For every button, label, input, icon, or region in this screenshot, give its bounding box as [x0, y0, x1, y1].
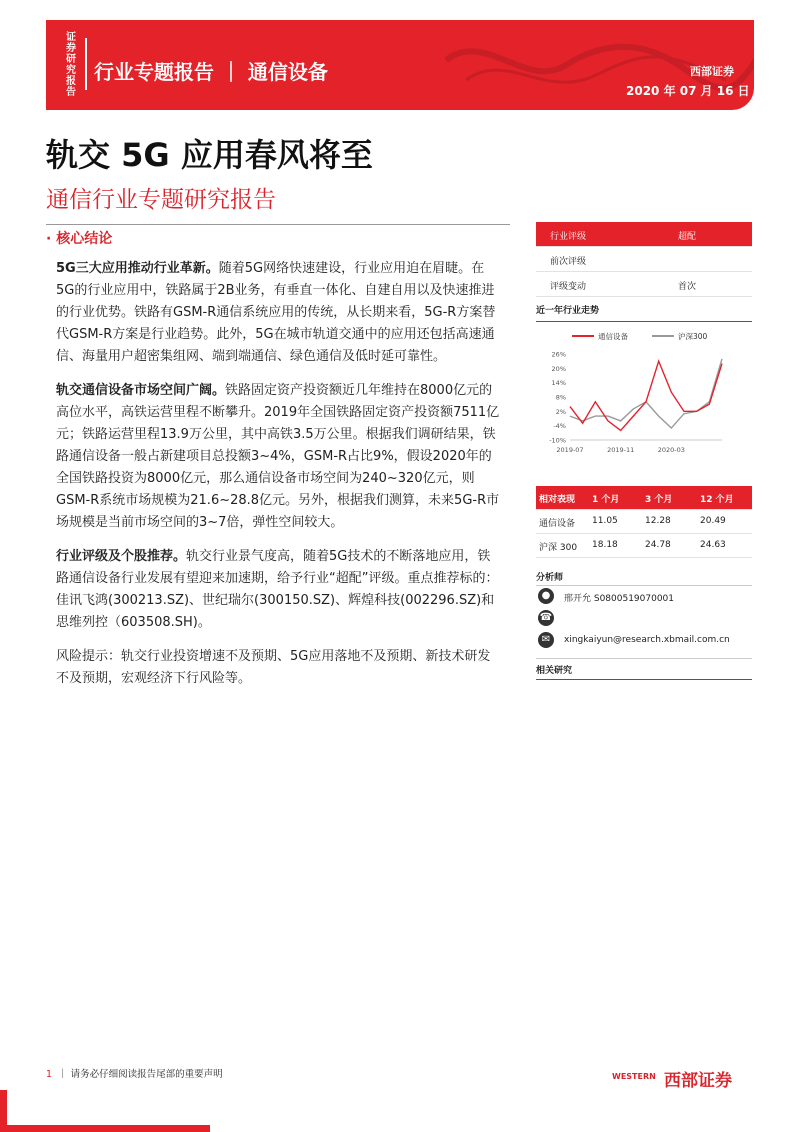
performance-header: [536, 486, 752, 510]
rating-value: 首次: [678, 282, 697, 292]
y-tick-label: 8%: [555, 393, 566, 402]
perf-header-cell: 相对表现: [539, 495, 576, 505]
broker-name: 西部证券: [690, 65, 734, 78]
rating-row: [536, 272, 752, 297]
mail-icon: ✉: [538, 632, 554, 648]
related-research-title: 相关研究: [536, 658, 752, 680]
analyst-email-row: [536, 630, 752, 652]
series-line: [570, 361, 722, 430]
rating-label: 行业评级: [550, 232, 587, 242]
page-title: 轨交 5G 应用春风将至: [46, 136, 373, 174]
paragraph-text: 风险提示：轨交行业投资增速不及预期、5G应用落地不及预期、新技术研发不及预期，宏观经济下行风险等。: [56, 649, 491, 686]
paragraph: [56, 646, 502, 690]
analyst-phone-row: [536, 608, 752, 630]
y-tick-label: 20%: [551, 364, 566, 373]
core-heading: · 核心结论: [46, 231, 113, 247]
footer-disclaimer: 请务必仔细阅读报告尾部的重要声明: [70, 1069, 223, 1080]
rating-label: 前次评级: [550, 257, 587, 267]
y-tick-label: 14%: [551, 379, 566, 388]
y-tick-label: -10%: [549, 436, 566, 445]
perf-cell: 通信设备: [539, 519, 576, 529]
paragraph: [56, 546, 502, 634]
logo-english: WESTERN: [612, 1072, 656, 1081]
performance-table: [536, 486, 752, 558]
paragraph-lead: 行业评级及个股推荐。: [56, 549, 187, 564]
perf-header-cell: 3 个月: [645, 495, 673, 505]
analyst-title: 分析师: [536, 570, 752, 586]
rating-row: [536, 247, 752, 272]
trend-chart: [536, 322, 752, 472]
table-row: [536, 510, 752, 534]
body-text: [56, 258, 502, 702]
y-tick-label: 2%: [555, 407, 566, 416]
core-heading-text: 核心结论: [56, 231, 113, 247]
y-tick-label: -4%: [553, 422, 566, 431]
paragraph-text: 轨交行业景气度高，随着5G技术的不断落地应用，铁路通信设备行业发展有望迎来加速期，给予行业“超配”评级。重点推荐标的：佳讯飞鸿(300213.SZ)、世纪瑞尔(300150.SZ)、辉煌科技(002296.SZ)和思维列控（603508.SH)。: [56, 549, 499, 630]
chart-title: 近一年行业走势: [536, 303, 752, 322]
page-subtitle: 通信行业专题研究报告: [46, 187, 276, 213]
paragraph-text: 随着5G网络快速建设，行业应用迫在眉睫。在5G的行业应用中，铁路属于2B业务，有垂直一体化、自建自用以及快速推进的行业优势。铁路有GSM-R通信系统应用的传统，从长期来看，5G-R方案替代GSM-R方案是行业趋势。此外，5G在城市轨道交通中的应用还包括高速通信、海量用户超密集组网、端到端通信、绿色通信及低时延可靠性。: [56, 261, 496, 364]
analyst-row: [536, 586, 752, 608]
report-type: 行业专题报告 ｜ 通信设备: [94, 60, 328, 84]
person-icon: ●: [538, 588, 554, 604]
paragraph-lead: 轨交通信设备市场空间广阔。: [56, 383, 226, 398]
perf-cell: 20.49: [700, 516, 726, 526]
perf-header-cell: 12 个月: [700, 495, 734, 505]
series-line: [570, 359, 722, 428]
paragraph: [56, 380, 502, 534]
perf-cell: 24.63: [700, 540, 726, 550]
rating-label: 评级变动: [550, 282, 587, 292]
perf-cell: 11.05: [592, 516, 618, 526]
rating-value: 超配: [678, 232, 697, 242]
analyst-name: 邢开允 S0800519070001: [564, 594, 675, 604]
footer: 1 ｜ 请务必仔细阅读报告尾部的重要声明: [46, 1069, 223, 1080]
perf-cell: 24.78: [645, 540, 671, 550]
x-tick-label: 2019-07: [556, 446, 584, 454]
analyst-email[interactable]: xingkaiyun@research.xbmail.com.cn: [564, 635, 730, 645]
legend-label: 沪深300: [678, 332, 708, 341]
y-tick-label: 26%: [551, 350, 566, 359]
x-tick-label: 2020-03: [657, 446, 685, 454]
header-divider: [85, 38, 87, 90]
perf-cell: 18.18: [592, 540, 618, 550]
trend-chart-svg: [536, 322, 752, 472]
rating-row: [536, 222, 752, 247]
paragraph-text: 铁路固定资产投资额近几年维持在8000亿元的高位水平，高铁运营里程不断攀升。2019年全国铁路固定资产投资额7511亿元；铁路运营里程13.9万公里，其中高铁3.5万公里。根据我们调研结果，铁路通信设备一般占新建项目总投额3~4%，GSM-R占比9%，假设2020年的全国铁路投资为8000亿元，那么通信设备市场空间为240~320亿元，则GSM-R系统市场规模为21.6~28.8亿元。另外，根据我们测算，未来5G-R市场规模是当前市场空间的3~7倍，弹性空间较大。: [56, 383, 500, 530]
x-tick-label: 2019-11: [607, 446, 635, 454]
perf-header-cell: 1 个月: [592, 495, 620, 505]
report-date: 2020 年 07 月 16 日: [626, 84, 750, 98]
paragraph-lead: 5G三大应用推动行业革新。: [56, 261, 219, 276]
corner-decoration: [0, 1125, 210, 1132]
phone-icon: ☎: [538, 610, 554, 626]
legend-label: 通信设备: [598, 332, 628, 341]
footer-logo: [612, 1066, 754, 1091]
title-rule: [46, 224, 510, 225]
table-row: [536, 534, 752, 558]
logo-chinese: 西部证券: [664, 1071, 732, 1091]
perf-cell: 沪深 300: [539, 543, 578, 553]
paragraph: [56, 258, 502, 368]
perf-cell: 12.28: [645, 516, 671, 526]
vertical-tag: 证券研究报告: [66, 32, 76, 98]
sidebar: [536, 222, 752, 680]
page-number: 1: [46, 1069, 53, 1080]
